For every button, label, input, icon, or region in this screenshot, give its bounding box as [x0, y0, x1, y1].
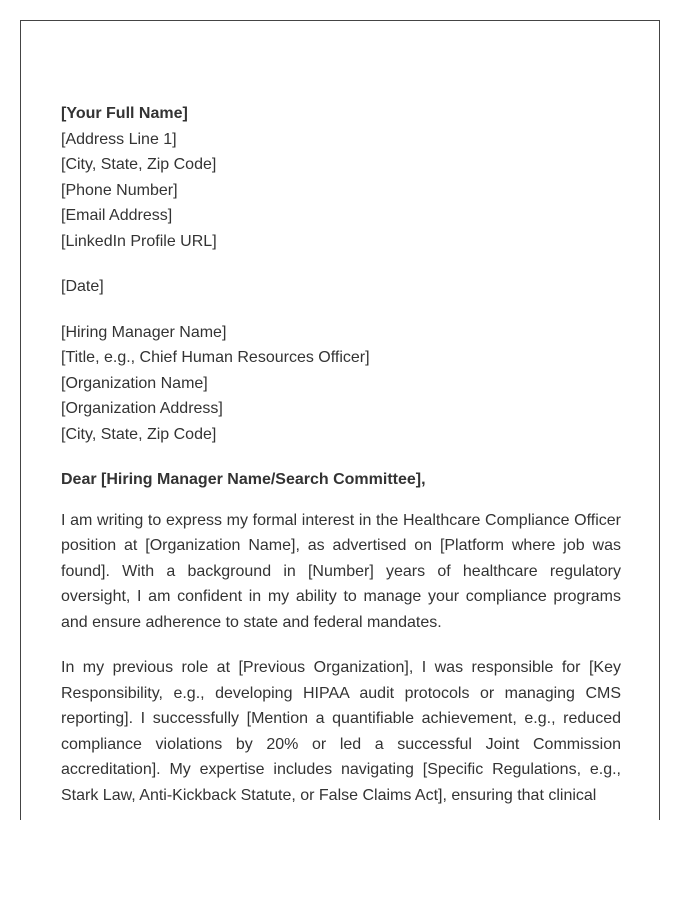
sender-name: [Your Full Name] — [61, 105, 188, 122]
sender-block — [61, 101, 621, 254]
salutation: Dear [Hiring Manager Name/Search Committee], — [61, 471, 426, 488]
date-block — [61, 274, 621, 300]
letter-date: [Date] — [61, 278, 104, 295]
body-paragraph: I am writing to express my formal interest in the Healthcare Compliance Officer position at [Organization Name], as advertised on [Platform where job was found]. With a background in [Number] years of healthcare regulatory oversight, I am confident in my ability to manage your compliance programs and ensure adherence to state and federal mandates. — [61, 511, 621, 631]
sender-linkedin: [LinkedIn Profile URL] — [61, 232, 217, 250]
letter-body — [61, 101, 621, 820]
recipient-name: [Hiring Manager Name] — [61, 323, 227, 341]
sender-address: [Address Line 1] — [61, 130, 177, 148]
recipient-city-state-zip: [City, State, Zip Code] — [61, 425, 217, 443]
recipient-organization: [Organization Name] — [61, 374, 208, 392]
body-paragraph: In my previous role at [Previous Organization], I was responsible for [Key Responsibility, e.g., developing HIPAA audit protocols or managing CMS reporting]. I successfully [Mention a quantifiable achievement, e.g., reduced compliance violations by 20% or led a successful Joint Commission accreditation]. My expertise includes navigating [Specific Regulations, e.g., Stark Law, Anti-Kickback Statute, or False Claims Act], ensuring that clinical — [61, 659, 621, 804]
sender-email: [Email Address] — [61, 207, 173, 224]
recipient-title: [Title, e.g., Chief Human Resources Officer] — [61, 349, 370, 366]
sender-phone: [Phone Number] — [61, 181, 178, 199]
recipient-address: [Organization Address] — [61, 400, 223, 417]
letter-page — [20, 20, 660, 820]
recipient-block — [61, 320, 621, 448]
sender-city-state-zip: [City, State, Zip Code] — [61, 156, 217, 173]
